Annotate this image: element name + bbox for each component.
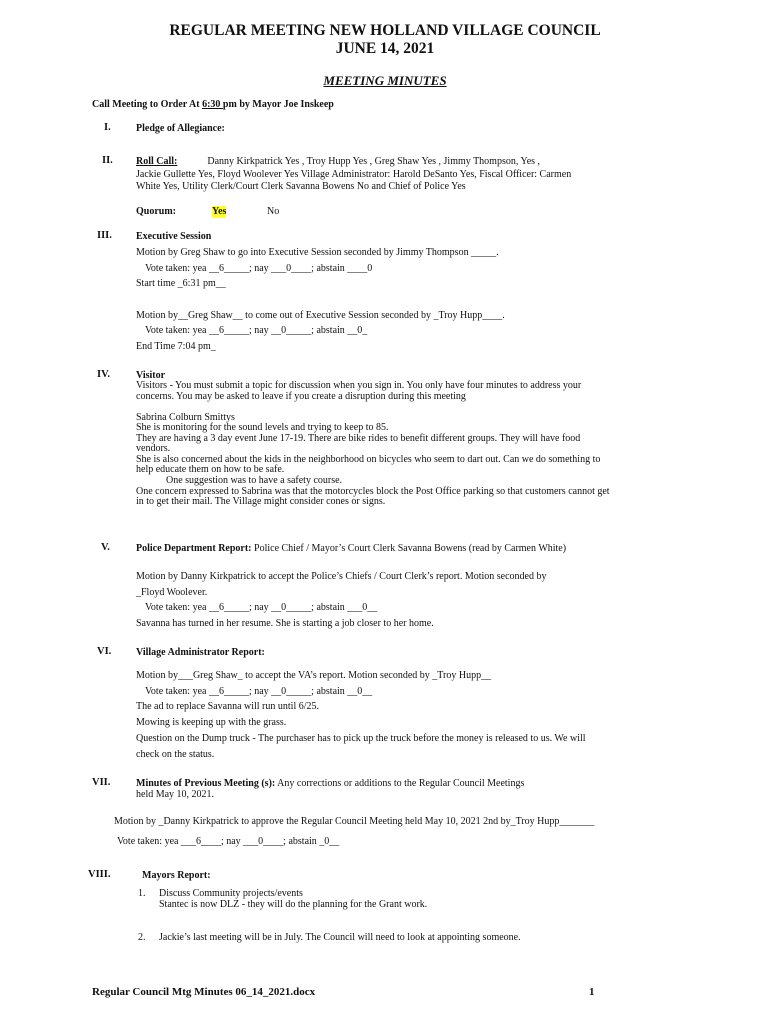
visitor-line: One suggestion was to have a safety course.	[136, 475, 343, 486]
visitor-line: Visitors - You must submit a topic for discussion when you sign in. You only have four minutes to address your	[136, 380, 582, 391]
va-note: The ad to replace Savanna will run until 6/25.	[136, 701, 320, 712]
visitor-line: help educate them on how to be safe.	[136, 464, 285, 475]
roll-call-line-1	[136, 156, 540, 168]
exec-vote-out: Vote taken: yea __6_____; nay __0_____; abstain __0_	[145, 325, 368, 336]
visitor-line: in to get their mail. The Village might consider cones or signs.	[136, 496, 386, 507]
police-note: Savanna has turned in her resume. She is starting a job closer to her home.	[136, 618, 434, 629]
police-vote: Vote taken: yea __6_____; nay __0_____; abstain ___0__	[145, 602, 378, 613]
mayor-item-number: 1.	[138, 888, 146, 899]
visitor-line: Sabrina Colburn Smittys	[136, 412, 235, 423]
exec-start-time: Start time _6:31 pm__	[136, 278, 226, 289]
roll-call-members: Danny Kirkpatrick Yes , Troy Hupp Yes , Greg Shaw Yes , Jimmy Thompson, Yes ,	[207, 156, 541, 167]
visitor-line: One concern expressed to Sabrina was that the motorcycles block the Post Office parking so that customers cannot get	[136, 486, 610, 497]
minutes-line-2: held May 10, 2021.	[136, 789, 215, 800]
document-title: REGULAR MEETING NEW HOLLAND VILLAGE COUNCIL	[169, 22, 601, 39]
section-1-title: Pledge of Allegiance:	[136, 123, 225, 134]
call-to-order	[92, 99, 334, 111]
section-6-title: Village Administrator Report:	[136, 647, 265, 658]
footer-filename: Regular Council Mtg Minutes 06_14_2021.docx	[92, 986, 316, 998]
va-note: Question on the Dump truck - The purchaser has to pick up the truck before the money is released to us. We will	[136, 733, 586, 744]
roll-call-title: Roll Call:	[136, 156, 178, 167]
section-5-title-rest: Police Chief / Mayor’s Court Clerk Savanna Bowens (read by Carmen White)	[251, 543, 567, 554]
exec-end-time: End Time 7:04 pm_	[136, 341, 216, 352]
police-motion-second: _Floyd Woolever.	[136, 587, 208, 598]
exec-motion-in: Motion by Greg Shaw to go into Executive Session seconded by Jimmy Thompson _____.	[136, 247, 499, 258]
section-8-number: VIII.	[88, 869, 111, 880]
police-motion: Motion by Danny Kirkpatrick to accept the Police’s Chiefs / Court Clerk’s report. Motion seconded by	[136, 571, 547, 582]
section-7-title: Minutes of Previous Meeting (s):	[136, 778, 276, 789]
section-7-number: VII.	[92, 777, 111, 788]
mayor-item-line: Stantec is now DLZ - they will do the planning for the Grant work.	[159, 899, 428, 910]
visitor-line: concerns. You may be asked to leave if you create a disruption during this meeting	[136, 391, 466, 402]
section-4-number: IV.	[97, 369, 110, 380]
roll-call-line-2: Jackie Gullette Yes, Floyd Woolever Yes Village Administrator: Harold DeSanto Yes, Fiscal Officer: Carmen	[136, 169, 572, 180]
section-2-number: II.	[102, 155, 113, 166]
va-vote: Vote taken: yea __6_____; nay __0_____; abstain __0__	[145, 686, 373, 697]
document-subtitle: MEETING MINUTES	[323, 73, 447, 88]
va-note: check on the status.	[136, 749, 215, 760]
call-to-order-prefix: Call Meeting to Order At	[92, 99, 203, 110]
police-report-heading	[136, 543, 566, 555]
footer-page-number: 1	[589, 986, 595, 998]
section-8-title: Mayors Report:	[142, 870, 211, 881]
quorum-yes: Yes	[212, 206, 227, 217]
section-1-number: I.	[104, 122, 111, 133]
call-to-order-suffix: pm by Mayor Joe Inskeep	[222, 99, 334, 110]
visitor-line: She is monitoring for the sound levels and trying to keep to 85.	[136, 422, 389, 433]
section-4-title: Visitor	[136, 370, 166, 381]
va-motion: Motion by___Greg Shaw_ to accept the VA’s report. Motion seconded by _Troy Hupp__	[136, 670, 492, 681]
va-note: Mowing is keeping up with the grass.	[136, 717, 287, 728]
section-6-number: VI.	[97, 646, 112, 657]
section-3-title: Executive Session	[136, 231, 212, 242]
section-7-title-rest: Any corrections or additions to the Regular Council Meetings	[275, 778, 525, 789]
minutes-motion: Motion by _Danny Kirkpatrick to approve the Regular Council Meeting held May 10, 2021 2nd by_Troy Hupp_______	[114, 816, 595, 827]
visitor-line: vendors.	[136, 443, 171, 454]
quorum-label: Quorum:	[136, 206, 176, 217]
minutes-vote: Vote taken: yea ___6____; nay ___0____; abstain _0__	[117, 836, 340, 847]
quorum-no: No	[267, 206, 280, 217]
mayor-item-line: Discuss Community projects/events	[159, 888, 303, 899]
section-5-number: V.	[101, 542, 110, 553]
document-date: JUNE 14, 2021	[335, 40, 435, 57]
visitor-line: She is also concerned about the kids in the neighborhood on bicycles who seem to dart out. Can we do something to	[136, 454, 601, 465]
call-to-order-time: 6:30	[202, 99, 223, 110]
exec-vote-in: Vote taken: yea __6_____; nay ___0____; abstain ____0	[145, 263, 373, 274]
section-5-title: Police Department Report:	[136, 543, 252, 554]
mayor-item-line: Jackie’s last meeting will be in July. The Council will need to look at appointing someone.	[159, 932, 521, 943]
roll-call-line-3: White Yes, Utility Clerk/Court Clerk Savanna Bowens No and Chief of Police Yes	[136, 181, 466, 192]
section-3-number: III.	[97, 230, 112, 241]
visitor-line: They are having a 3 day event June 17-19. There are bike rides to benefit different groups. They will have food	[136, 433, 581, 444]
mayor-item-number: 2.	[138, 932, 146, 943]
exec-motion-out: Motion by__Greg Shaw__ to come out of Executive Session seconded by _Troy Hupp____.	[136, 310, 505, 321]
